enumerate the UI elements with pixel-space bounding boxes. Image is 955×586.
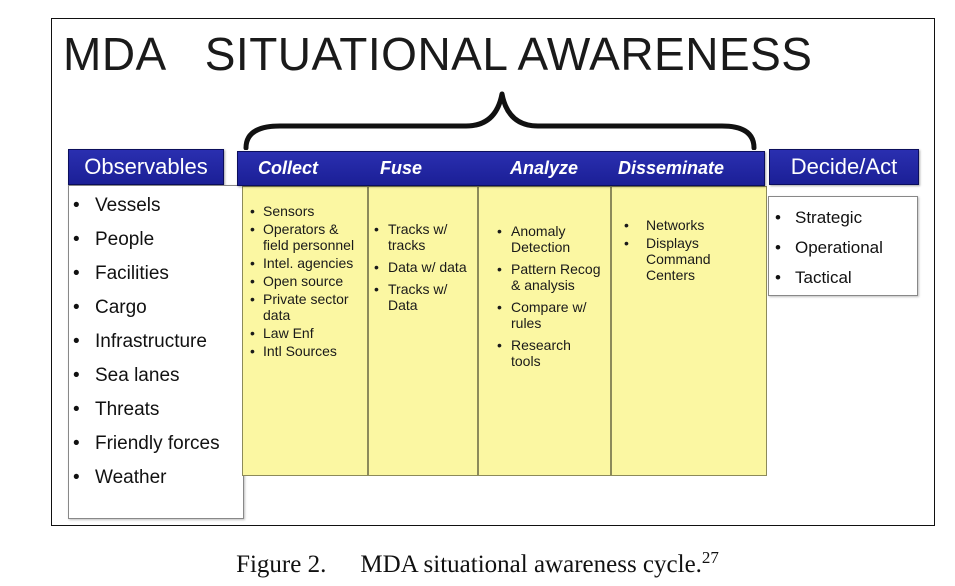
- list-item: • Intl Sources: [263, 343, 367, 359]
- list-item: • Infrastructure: [95, 328, 241, 355]
- caption-label: Figure 2.: [236, 551, 327, 578]
- disseminate-label: Disseminate: [618, 158, 725, 178]
- decide-act-list: [795, 203, 917, 293]
- caption-text: MDA situational awareness cycle.: [360, 551, 702, 578]
- curly-brace: [240, 90, 760, 150]
- list-item: • Private sector data: [263, 291, 367, 323]
- list-item: • Friendly forces: [95, 430, 241, 457]
- figure-caption: [0, 541, 955, 582]
- list-item: • Threats: [95, 396, 241, 423]
- list-item: • Open source: [263, 273, 367, 289]
- observables-list: [95, 192, 241, 498]
- title-mda: MDA: [63, 28, 167, 80]
- analyze-box: [478, 186, 611, 476]
- list-item: • Facilities: [95, 260, 241, 287]
- analyze-list: [511, 223, 601, 375]
- decide-act-box: [768, 196, 918, 296]
- process-band: [237, 151, 765, 186]
- collect-box: [242, 186, 368, 476]
- list-item: • Operational: [795, 233, 917, 263]
- title-situational-awareness: SITUATIONAL AWARENESS: [204, 28, 813, 80]
- fuse-label: Fuse: [380, 158, 423, 178]
- list-item: • Research tools: [511, 337, 601, 369]
- observables-box: [68, 185, 244, 519]
- decide-act-header: Decide/Act: [769, 149, 919, 185]
- disseminate-box: [611, 186, 767, 476]
- list-item: • Sensors: [263, 203, 367, 219]
- caption-footnote: 27: [701, 548, 719, 567]
- list-item: • Networks: [646, 217, 756, 233]
- list-item: • Cargo: [95, 294, 241, 321]
- list-item: • Law Enf: [263, 325, 367, 341]
- list-item: • Compare w/ rules: [511, 299, 601, 331]
- list-item: • Intel. agencies: [263, 255, 367, 271]
- list-item: • Tracks w/ tracks: [388, 221, 474, 253]
- list-item: • Anomaly Detection: [511, 223, 601, 255]
- collect-list: [263, 203, 367, 361]
- list-item: • Tracks w/ Data: [388, 281, 474, 313]
- list-item: • Operators & field personnel: [263, 221, 367, 253]
- list-item: • Sea lanes: [95, 362, 241, 389]
- analyze-label: Analyze: [510, 158, 579, 178]
- list-item: • Weather: [95, 464, 241, 491]
- list-item: • Pattern Recog & analysis: [511, 261, 601, 293]
- list-item: • Data w/ data: [388, 259, 474, 275]
- diagram-title: [63, 26, 853, 82]
- collect-label: Collect: [258, 158, 319, 178]
- list-item: • People: [95, 226, 241, 253]
- disseminate-list: [646, 217, 756, 285]
- list-item: • Displays Command Centers: [646, 235, 756, 283]
- list-item: • Vessels: [95, 192, 241, 219]
- observables-header: Observables: [68, 149, 224, 185]
- fuse-list: [388, 221, 474, 319]
- fuse-box: [368, 186, 478, 476]
- list-item: • Tactical: [795, 263, 917, 293]
- list-item: • Strategic: [795, 203, 917, 233]
